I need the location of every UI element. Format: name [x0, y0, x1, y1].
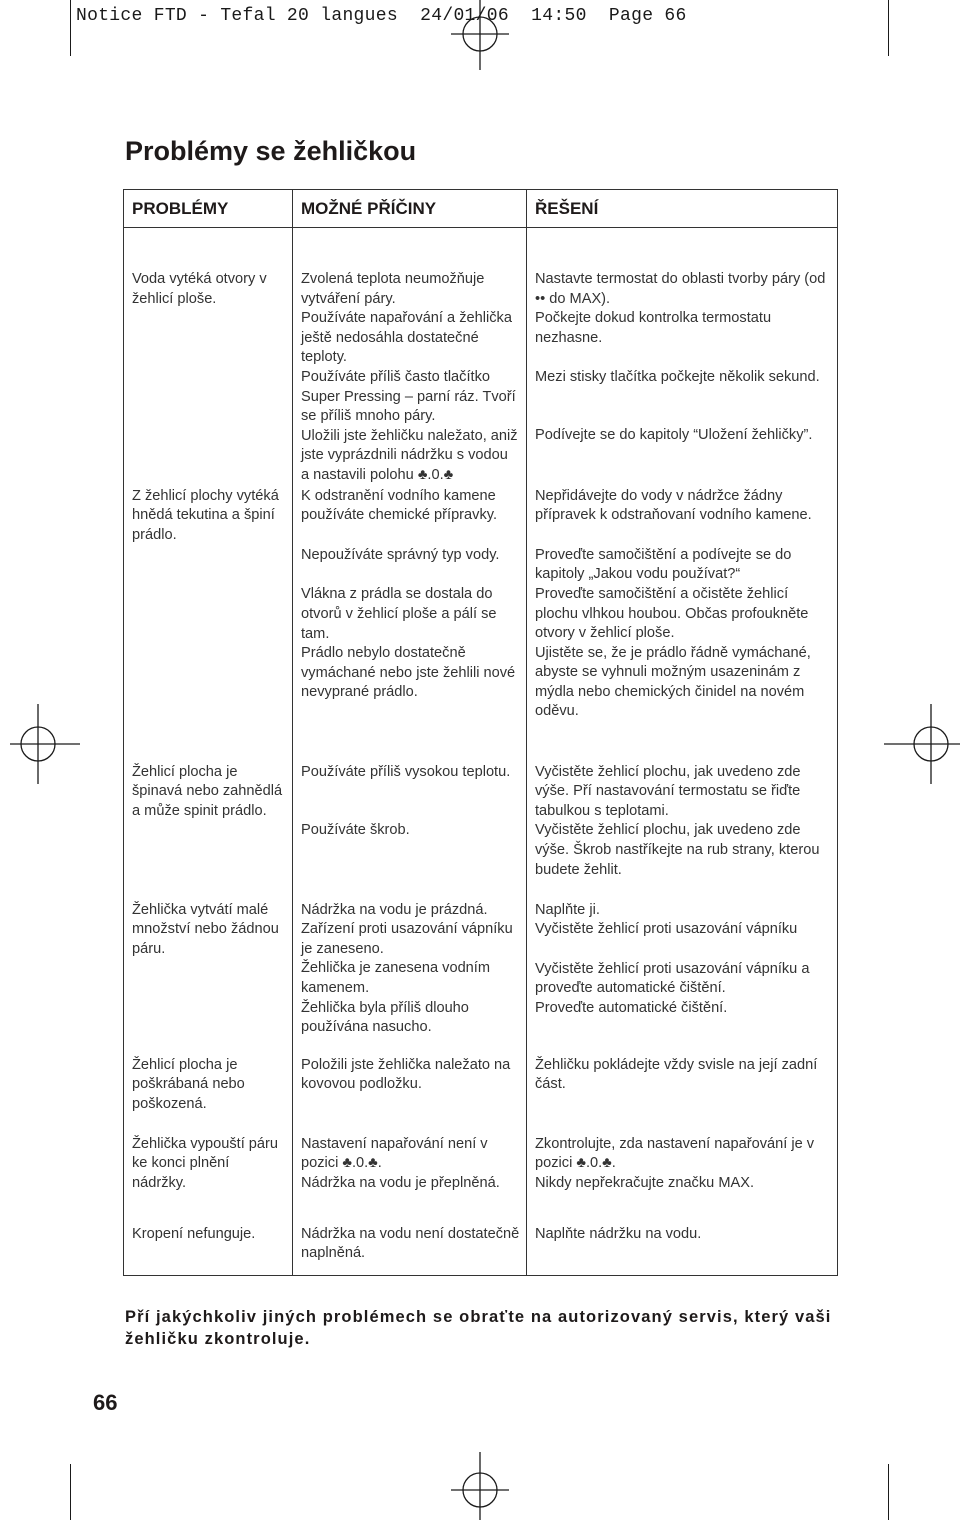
footer-note: Pří jakýchkoliv jiných problémech se obraťte na autorizovaný servis, který vaši žehličku zkontroluje. [125, 1308, 832, 1348]
table-row [124, 486, 838, 762]
solutions-cell [527, 1224, 838, 1276]
cause-text: K odstranění vodního kamene používáte chemické přípravky. [301, 487, 498, 524]
solution-text: Proveďte samočištění a podívejte se do kapitoly „Jakou vodu používat?“ [535, 546, 792, 583]
cause-text: Žehlička je zanesena vodním kamenem. [301, 960, 491, 996]
cause-text: Používáte příliš vysokou teplotu. [301, 763, 511, 780]
problem-cell [124, 762, 293, 900]
registration-mark [10, 704, 82, 784]
problem-cell [124, 900, 293, 1055]
solutions-cell [527, 762, 838, 900]
solution-text: Vyčistěte žehlicí plochu, jak uvedeno zde výše. Škrob nastříkejte na rub strany, kterou budete žehlit. [535, 822, 820, 878]
cause-text: Prádlo nebylo dostatečně vymáchané nebo jste žehlili nové nevyprané prádlo. [301, 645, 516, 701]
solutions-cell [527, 1055, 838, 1134]
problem-text: Žehlička vytvátí malé množství nebo žádnou páru. [132, 901, 279, 957]
solution-text: Vyčistěte žehlicí proti usazování vápníku a proveďte automatické čištění. [535, 960, 810, 997]
registration-mark [880, 704, 960, 784]
causes-cell [293, 1055, 527, 1134]
cause-text: Používáte příliš často tlačítko Super Pressing – parní ráz. Tvoří se příliš mnoho páry. [301, 368, 516, 425]
problem-cell [124, 486, 293, 762]
cause-text: Žehlička byla příliš dlouho používána nasucho. [301, 999, 469, 1036]
registration-mark [449, 1450, 511, 1520]
troubleshooting-table [123, 189, 838, 1276]
problem-text: Z žehlicí plochy vytéká hnědá tekutina a špiní prádlo. [132, 487, 279, 543]
cause-text: Nádržka na vodu je prázdná. [301, 901, 488, 918]
cause-text: Zařízení proti usazování vápníku je zaneseno. [301, 921, 513, 957]
problem-text: Voda vytéká otvory v žehlicí ploše. [132, 271, 267, 307]
solution-text: Naplňte nádržku na vodu. [535, 1225, 702, 1242]
column-header-solutions: ŘEŠENÍ [527, 190, 838, 228]
cause-text: Nepoužíváte správný typ vody. [301, 546, 500, 563]
problem-text: Žehlička vypouští páru ke konci plnění nádržky. [132, 1135, 279, 1191]
solution-text: Nikdy nepřekračujte značku MAX. [535, 1174, 754, 1191]
cause-text: Používáte škrob. [301, 822, 410, 839]
solution-text: Podívejte se do kapitoly “Uložení žehličky”. [535, 426, 813, 443]
table-row [124, 1134, 838, 1224]
problem-text: Kropení nefunguje. [132, 1225, 256, 1242]
solution-text: Vyčistěte žehlicí plochu, jak uvedeno zde výše. Pří nastavování termostatu se řiďte tabulkou s teplotami. [535, 763, 801, 819]
table-row [124, 228, 838, 486]
solution-text: Mezi stisky tlačítka počkejte několik sekund. [535, 369, 820, 386]
solutions-cell [527, 486, 838, 762]
column-header-problems: PROBLÉMY [124, 190, 293, 228]
crop-mark [70, 1464, 71, 1520]
problem-cell [124, 1224, 293, 1276]
crop-mark [888, 1464, 889, 1520]
cause-text: Položili jste žehlička naležato na kovovou podložku. [301, 1056, 511, 1093]
page-title: Problémy se žehličkou [125, 136, 417, 166]
cause-text: Zvolená teplota neumožňuje vytváření páry. [301, 271, 485, 307]
crop-mark [70, 0, 71, 56]
crop-mark [888, 0, 889, 56]
table-row [124, 762, 838, 900]
problem-cell [124, 1055, 293, 1134]
solution-text: Vyčistěte žehlicí proti usazování vápníku [535, 921, 798, 938]
solution-text: Proveďte automatické čištění. [535, 999, 728, 1016]
page-number: 66 [93, 1390, 118, 1415]
problem-cell [124, 1134, 293, 1224]
solutions-cell [527, 228, 838, 486]
table-row [124, 1055, 838, 1134]
solution-text: Počkejte dokud kontrolka termostatu nezhasne. [535, 310, 772, 346]
cause-text: Nádržka na vodu není dostatečně naplněná. [301, 1225, 520, 1262]
problem-cell [124, 228, 293, 486]
problem-text: Žehlicí plocha je špinavá nebo zahnědlá a může spinit prádlo. [132, 763, 283, 819]
causes-cell [293, 1224, 527, 1276]
solution-text: Naplňte ji. [535, 901, 600, 918]
solution-text: Žehličku pokládejte vždy svisle na její zadní část. [535, 1056, 818, 1093]
table-header-row [124, 190, 838, 228]
causes-cell [293, 486, 527, 762]
table-row [124, 1224, 838, 1276]
causes-cell [293, 900, 527, 1055]
solution-text: Nepřidávejte do vody v nádržce žádny přípravek k odstraňovaní vodního kamene. [535, 487, 812, 524]
solutions-cell [527, 1134, 838, 1224]
solution-text: Zkontrolujte, zda nastavení napařování je v pozici ♣.0.♣. [535, 1135, 815, 1172]
cause-text: Nádržka na vodu je přeplněná. [301, 1174, 500, 1191]
solutions-cell [527, 900, 838, 1055]
table-row [124, 900, 838, 1055]
cause-text: Nastavení napařování není v pozici ♣.0.♣. [301, 1135, 488, 1172]
solution-text: Proveďte samočištění a očistěte žehlicí plochu vlhkou houbou. Občas profoukněte otvory v žehlicí ploše. [535, 585, 809, 642]
solution-text: Nastavte termostat do oblasti tvorby páry (od •• do MAX). [535, 271, 826, 307]
causes-cell [293, 228, 527, 486]
cause-text: Uložili jste žehličku naležato, aniž jste vyprázdnili nádržku s vodou a nastavili polohu ♣.0.♣ [301, 427, 518, 483]
causes-cell [293, 762, 527, 900]
cause-text: Vlákna z prádla se dostala do otvorů v žehlicí ploše a pálí se tam. [301, 586, 497, 642]
problem-text: Žehlicí plocha je poškrábaná nebo poškozená. [132, 1056, 245, 1112]
solution-text: Ujistěte se, že je prádlo řádně vymáchané, abyste se vyhnuli možným usazeninám z mýdla nebo chemických činidel na novém oděvu. [535, 644, 811, 720]
print-header: Notice FTD - Tefal 20 langues 24/01/06 14:50 Page 66 [76, 6, 687, 26]
causes-cell [293, 1134, 527, 1224]
cause-text: Používáte napařování a žehlička ještě nedosáhla dostatečné teploty. [301, 310, 512, 366]
column-header-causes: MOŽNÉ PŘÍČINY [293, 190, 527, 228]
